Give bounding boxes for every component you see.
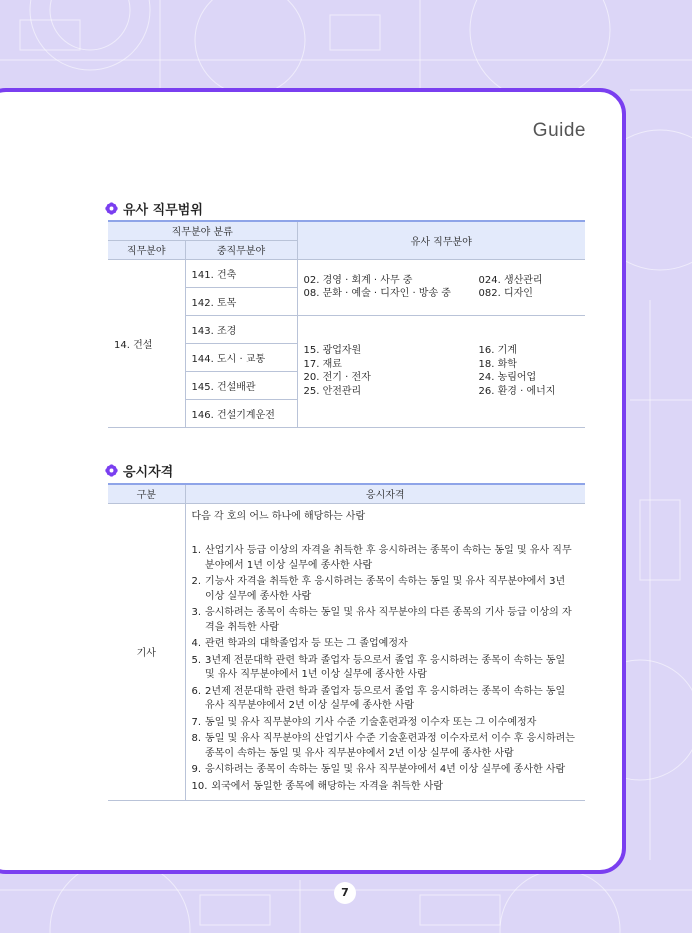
similar-item: 17. 재료 <box>303 358 342 370</box>
similar-item: 25. 안전관리 <box>303 385 362 397</box>
similar-item: 16. 기계 <box>478 345 517 356</box>
similar-item: 024. 생산관리 <box>478 274 543 286</box>
similar-group-1 <box>297 259 585 315</box>
qualification-item: 2. 기능사 자격을 취득한 후 응시하려는 종목이 속하는 동일 및 유사 직무분야에서 3년 이상 실무에 종사한 사람 <box>191 576 566 602</box>
section-title-text: 유사 직무범위 <box>123 203 203 218</box>
qualification-item: 5. 3년제 전문대학 관련 학과 졸업자 등으로서 졸업 후 응시하려는 종목이 속하는 동일 및 유사 직무분야에서 1년 이상 실무에 종사한 사람 <box>191 654 566 680</box>
qualification-item: 6. 2년제 전문대학 관련 학과 졸업자 등으로서 졸업 후 응시하려는 종목이 속하는 동일 유사 직무분야에서 2년 이상 실무에 종사한 사람 <box>191 685 566 711</box>
header-qualification: 응시자격 <box>185 484 585 503</box>
field-name: 14. 건설 <box>108 259 185 427</box>
qualification-cell <box>185 503 585 801</box>
similar-item: 082. 디자인 <box>478 288 533 299</box>
qualification-lead: 다음 각 호의 어느 하나에 해당하는 사람 <box>191 510 366 522</box>
header-category: 구분 <box>108 484 185 503</box>
similar-item: 24. 농림어업 <box>478 372 537 383</box>
header-sub-field: 중직무분야 <box>185 240 297 259</box>
similar-item: 02. 경영 · 회계 · 사무 중 <box>303 274 413 286</box>
header-similar: 유사 직무분야 <box>297 221 585 259</box>
section-title-similar <box>105 199 203 218</box>
flower-bullet-icon <box>105 464 118 477</box>
qualification-table <box>108 483 585 801</box>
sub-field-cell: 146. 건설기계운전 <box>185 399 297 427</box>
qualification-item: 8. 동일 및 유사 직무분야의 산업기사 수준 기술훈련과정 이수자로서 이수 후 응시하려는 종목이 속하는 동일 및 유사 직무분야에서 2년 이상 실무에 종사한 사람 <box>191 733 575 759</box>
qualification-item: 9. 응시하려는 종목이 속하는 동일 및 유사 직무분야에서 4년 이상 실무에 종사한 사람 <box>191 764 566 775</box>
similar-item: 20. 전기 · 전자 <box>303 372 371 383</box>
qualification-item: 1. 산업기사 등급 이상의 자격을 취득한 후 응시하려는 종목이 속하는 동일 및 유사 직무분야에서 1년 이상 실무에 종사한 사람 <box>191 545 572 571</box>
category-cell: 기사 <box>108 503 185 801</box>
qualification-item: 4. 관련 학과의 대학졸업자 등 또는 그 졸업예정자 <box>191 638 408 649</box>
similar-item: 08. 문화 · 예술 · 디자인 · 방송 중 <box>303 288 451 299</box>
sub-field-cell: 144. 도시 · 교통 <box>185 343 297 371</box>
sub-field-cell: 145. 건설배관 <box>185 371 297 399</box>
guide-label: Guide <box>532 120 586 141</box>
similar-group-2 <box>297 315 585 427</box>
similar-item: 18. 화학 <box>478 358 517 370</box>
page-number: 7 <box>334 882 356 904</box>
similar-field-table <box>108 220 585 428</box>
qualification-item: 10. 외국에서 동일한 종목에 해당하는 자격을 취득한 사람 <box>191 780 443 792</box>
similar-item: 15. 광업자원 <box>303 345 362 356</box>
header-classification: 직무분야 분류 <box>108 221 297 240</box>
sub-field-cell: 143. 조경 <box>185 315 297 343</box>
qualification-item: 3. 응시하려는 종목이 속하는 동일 및 유사 직무분야의 다른 종목의 기사 등급 이상의 자격을 취득한 사람 <box>191 607 572 633</box>
section-title-text: 응시자격 <box>123 465 174 480</box>
sub-field-cell: 142. 토목 <box>185 287 297 315</box>
header-field: 직무분야 <box>108 240 185 259</box>
flower-bullet-icon <box>105 202 118 215</box>
qualification-item: 7. 동일 및 유사 직무분야의 기사 수준 기술훈련과정 이수자 또는 그 이수예정자 <box>191 716 537 728</box>
similar-item: 26. 환경 · 에너지 <box>478 385 556 397</box>
sub-field-cell: 141. 건축 <box>185 259 297 287</box>
section-title-qualification <box>105 461 173 480</box>
